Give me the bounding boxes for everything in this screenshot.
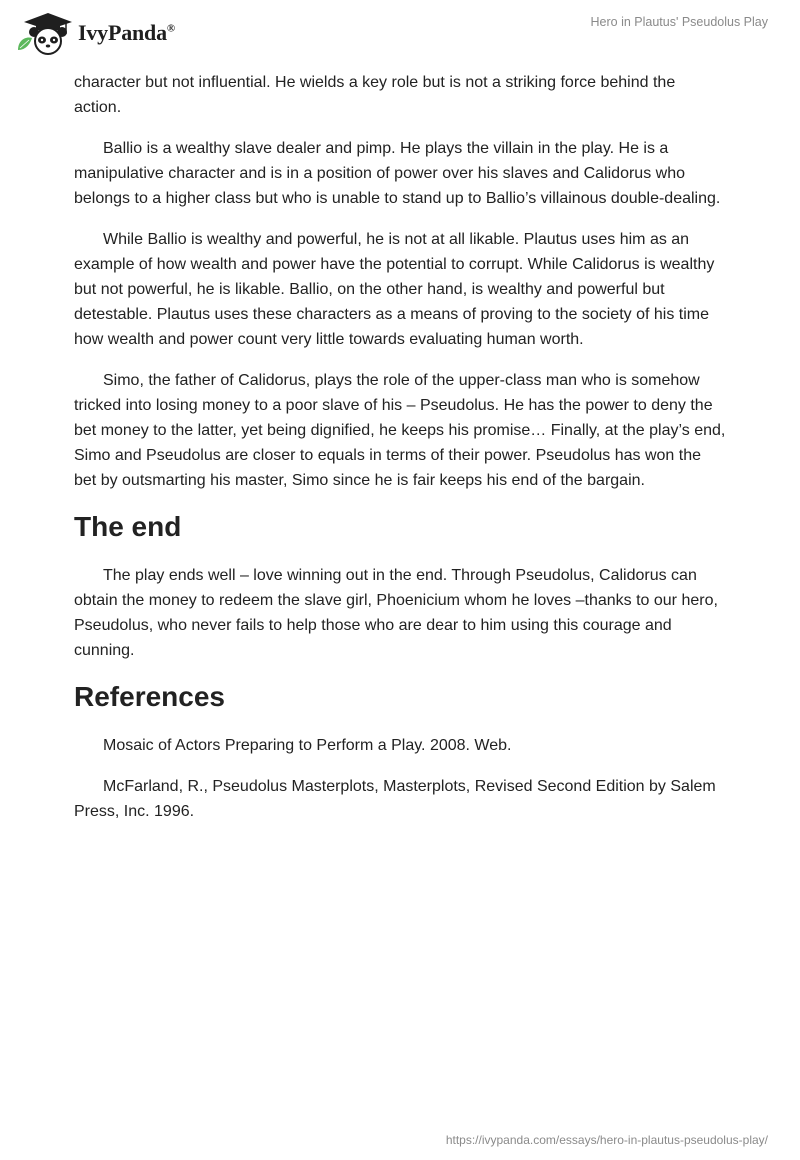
paragraph: While Ballio is wealthy and powerful, he is not at all likable. Plautus uses him as an example of how wealth and power have the potential to corrupt. While Calidorus is wealthy but not powerful, he is likable. Ballio, on the other hand, is wealthy and powerful but detestable. Plautus uses these characters as a means of proving to the society of his time how wealth and power count very little towards evaluating human worth. — [74, 231, 715, 348]
paragraph: Simo, the father of Calidorus, plays the role of the upper-class man who is somehow tricked into losing money to a poor slave of his – Pseudolus. He has the power to deny the bet money to the latter, yet being dignified, he keeps his promise… Finally, at the play’s end, Simo and Pseudolus are closer to equals in terms of their power. Pseudolus has won the bet by outsmarting his master, Simo since he is fair keeps his end of the bargain. — [74, 372, 726, 489]
paragraph: Ballio is a wealthy slave dealer and pimp. He plays the villain in the play. He is a manipulative character and is in a position of power over his slaves and Calidorus who belongs to a higher class but who is unable to stand up to Ballio’s villainous double-dealing. — [74, 140, 721, 207]
reference-item: Mosaic of Actors Preparing to Perform a Play. 2008. Web. — [103, 737, 512, 754]
section-heading-the-end: The end — [74, 511, 182, 542]
section-heading-references: References — [74, 681, 225, 712]
reference-item: McFarland, R., Pseudolus Masterplots, Masterplots, Revised Second Edition by Salem Press, Inc. 1996. — [74, 778, 716, 820]
paragraph-continued: character but not influential. He wields a key role but is not a striking force behind the action. — [74, 74, 676, 116]
document-title: Hero in Plautus' Pseudolus Play — [590, 15, 768, 29]
brand-name: IvyPanda® — [78, 20, 175, 45]
panda-graduate-icon — [14, 10, 76, 56]
paragraph: The play ends well – love winning out in the end. Through Pseudolus, Calidorus can obtain the money to redeem the slave girl, Phoenicium whom he loves –thanks to our hero, Pseudolus, who never fails to help those who are dear to him using this courage and cunning. — [74, 567, 718, 659]
page-header — [0, 0, 800, 66]
source-url-link[interactable]: https://ivypanda.com/essays/hero-in-plautus-pseudolus-play/ — [445, 1133, 768, 1147]
ivypanda-logo[interactable] — [14, 10, 194, 56]
essay-body — [74, 70, 726, 840]
